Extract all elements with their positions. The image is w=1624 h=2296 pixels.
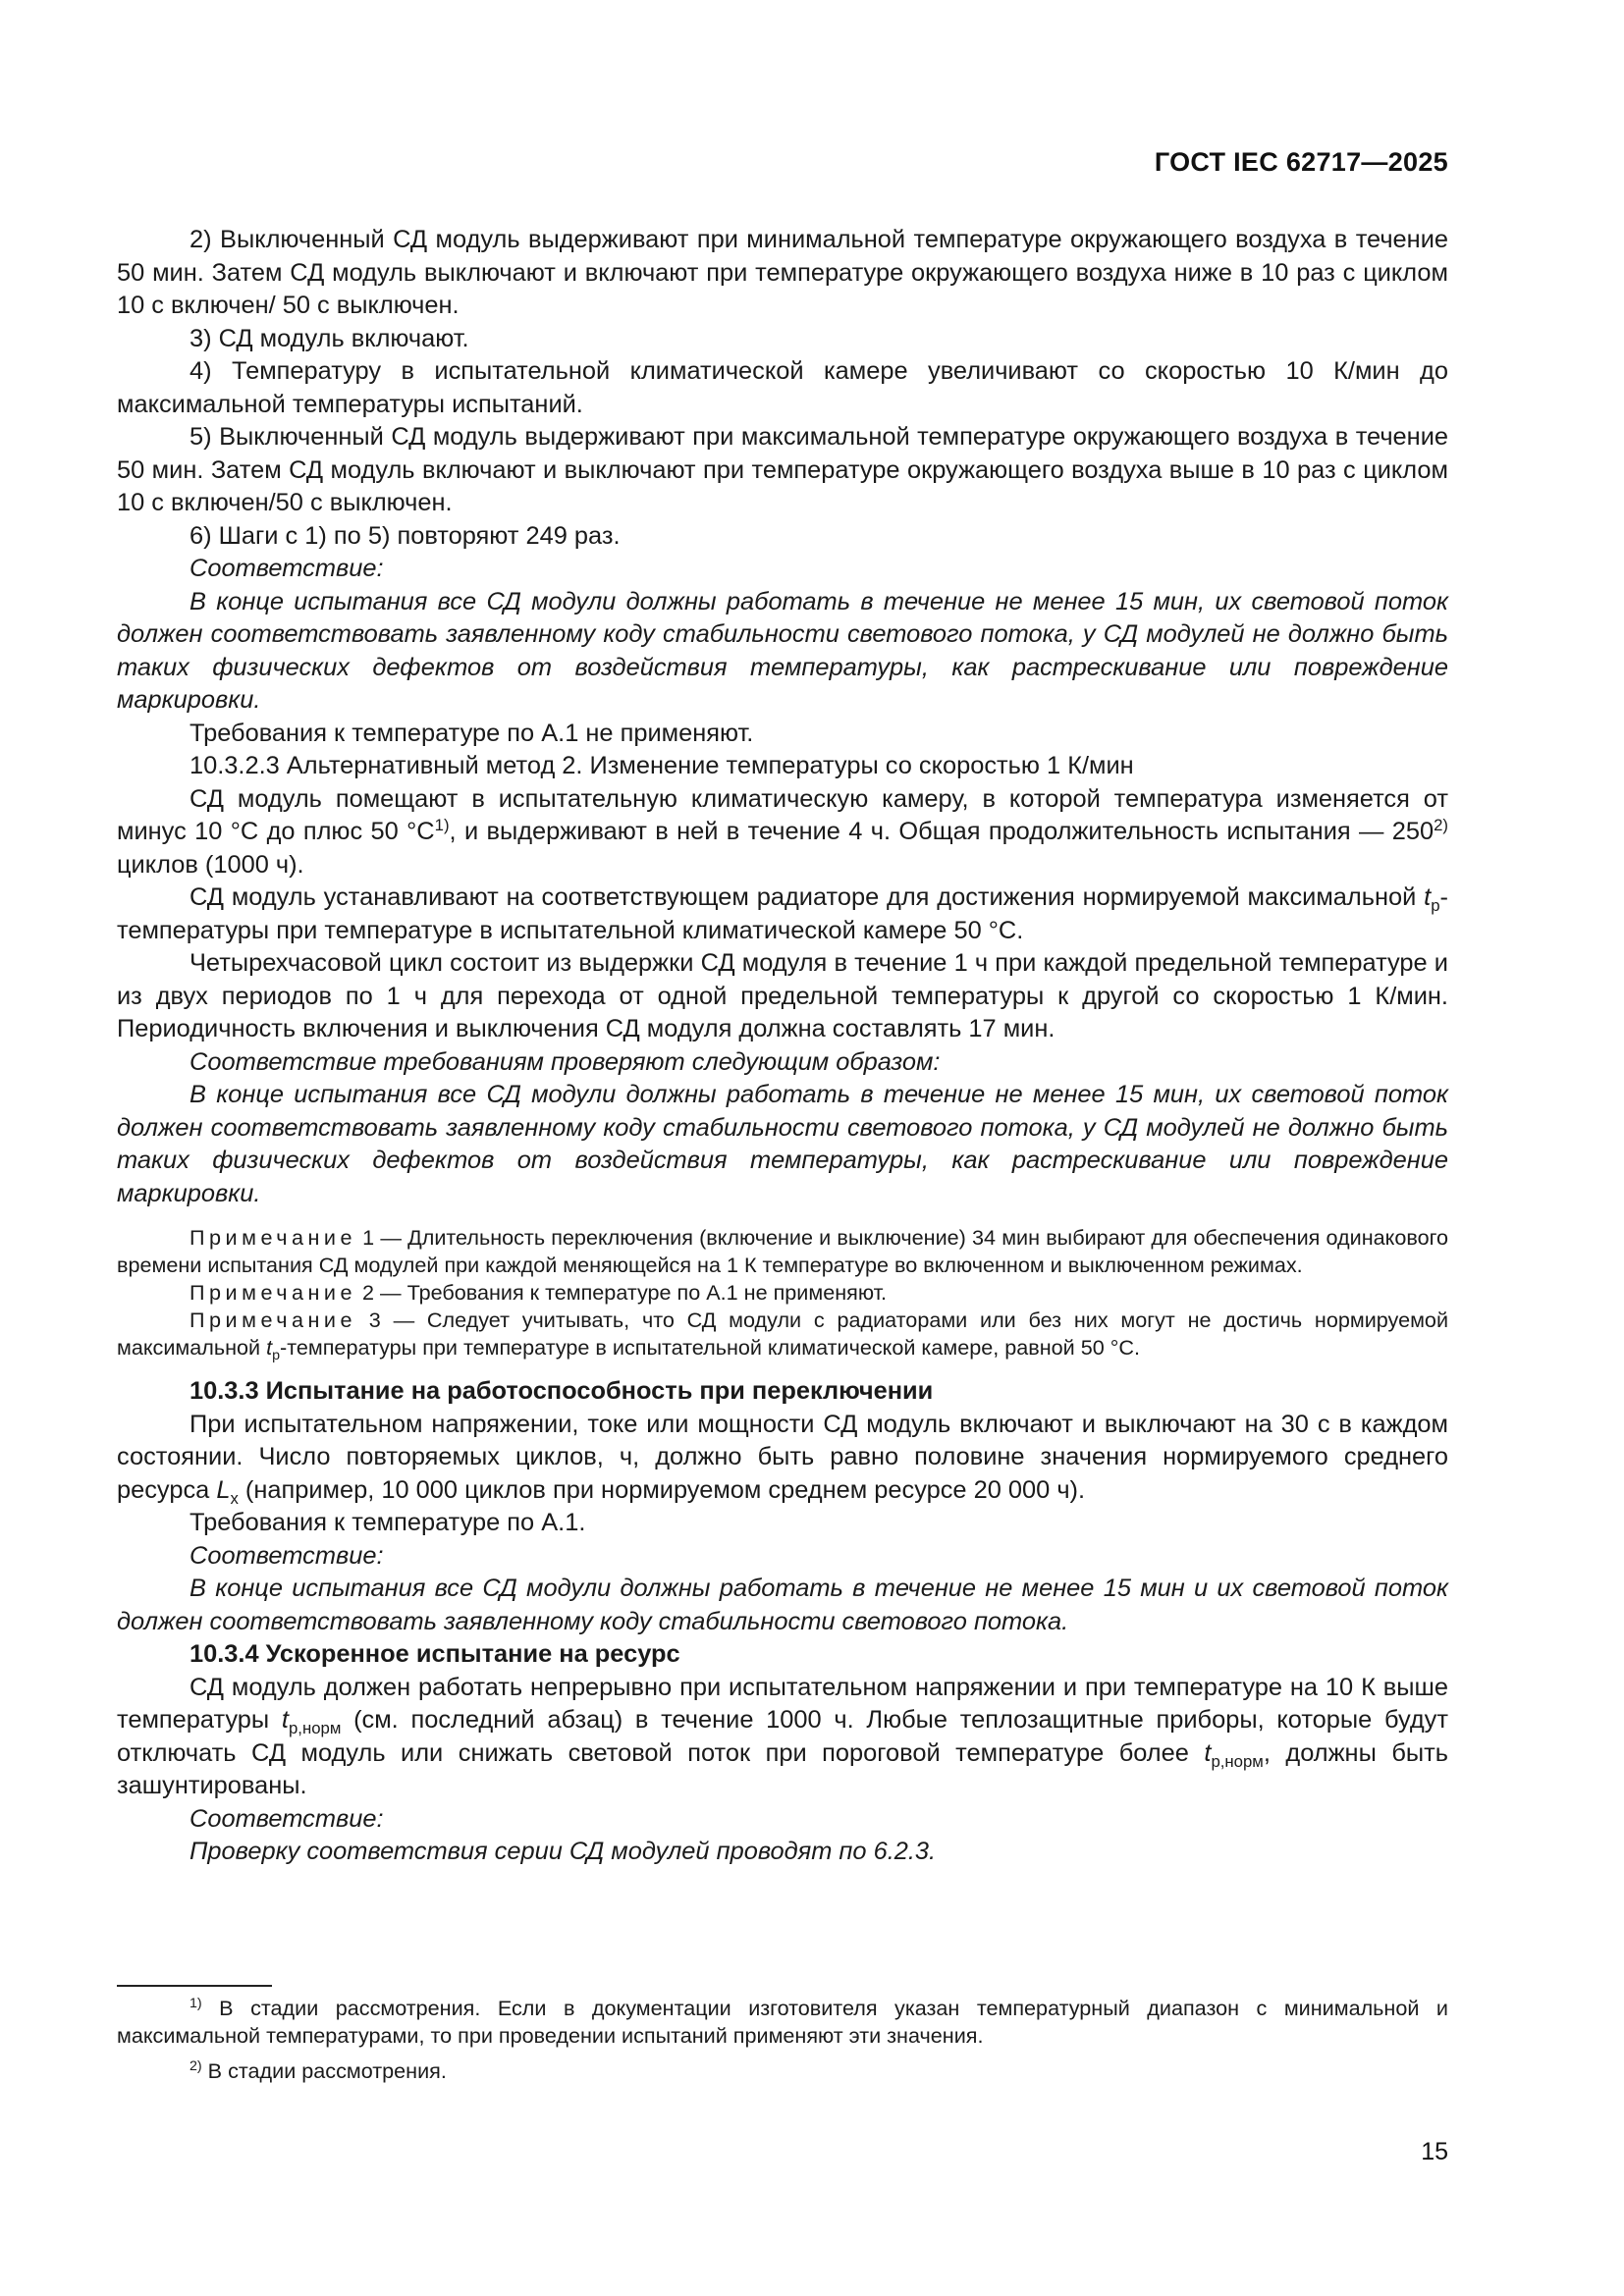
note-1: Примечание 1 — Длительность переключения (включение и выключение) 34 мин выбирают для обеспечения одинакового времени испытания СД модулей при каждой меняющейся на 1 К температуре во включенном и выключенном режимах. <box>117 1225 1448 1277</box>
temperature-requirement: Требования к температуре по А.1. <box>189 1509 586 1536</box>
note-3: Примечание 3 — Следует учитывать, что СД модули с радиаторами или без них могут не достичь нормируемой максимальной $t_p$-температуры при температуре в испытательной климатической камере, равной 50 °С. <box>117 1308 1449 1363</box>
footnotes <box>117 1995 1448 2093</box>
notes-block <box>117 1224 1448 1362</box>
compliance-text: В конце испытания все СД модули должны работать в течение не менее 15 мин, их световой поток должен соответствовать заявленному коду стабильности светового потока, у СД модулей не должно быть таких физических дефектов от воздействия температуры, как растрескивание или повреждение маркировки. <box>117 1081 1448 1207</box>
step-3: 3) СД модуль включают. <box>189 324 469 352</box>
compliance-label: Соответствие требованиям проверяют следующим образом: <box>189 1047 941 1076</box>
compliance-label: Соответствие: <box>189 1541 384 1570</box>
clause-10-3-2-3-paragraph-1: СД модуль помещают в испытательную климатическую камеру, в которой температура изменяется от минус 10 °С до плюс 50 $^\circ С^{1)}$, и выдерживают в ней в течение 4 ч. Общая продолжительность испытания — 250$^{2)}$ циклов (1000 ч). <box>117 784 1449 879</box>
clause-10-3-4-heading: 10.3.4 Ускоренное испытание на ресурс <box>189 1640 680 1668</box>
document-body <box>117 224 1448 1869</box>
page-number: 15 <box>1421 2138 1448 2165</box>
compliance-label: Соответствие: <box>189 1804 384 1833</box>
step-5: 5) Выключенный СД модуль выдерживают при максимальной температуре окружающего воздуха в течение 50 мин. Затем СД модуль включают и выключают при температуре окружающего воздуха выше в 10 раз с циклом 10 с включен/50 с выключен. <box>117 423 1448 516</box>
footnote-separator <box>117 1985 272 1987</box>
footnote-1: $^{1)}$ В стадии рассмотрения. Если в документации изготовителя указан температурный диапазон с минимальной и максимальной температурами, то при проведении испытаний применяют эти значения. <box>117 1996 1448 2048</box>
footnote-2: $^{2)}$ В стадии рассмотрения. <box>189 2058 447 2083</box>
compliance-label: Соответствие: <box>189 555 384 582</box>
clause-10-3-2-3-paragraph-3: Четырехчасовой цикл состоит из выдержки СД модуля в течение 1 ч при каждой предельной температуре и из двух периодов по 1 ч для перехода от одной предельной температуры к другой со скоростью 1 К/мин. Периодичность включения и выключения СД модуля должна составлять 17 мин. <box>117 949 1448 1042</box>
compliance-text: Проверку соответствия серии СД модулей проводят по 6.2.3. <box>189 1838 937 1865</box>
compliance-text: В конце испытания все СД модули должны работать в течение не менее 15 мин и их световой поток должен соответствовать заявленному коду стабильности светового потока. <box>117 1575 1448 1635</box>
clause-10-3-3-paragraph-1: При испытательном напряжении, токе или мощности СД модуль включают и выключают на 30 с в каждом состоянии. Число повторяемых циклов, ч, должно быть равно половине значения нормируемого среднего ресурса $L_x$ (например, 10 000 циклов при нормируемом среднем ресурсе 20 000 ч). <box>117 1410 1448 1508</box>
footnote-ref-1[interactable]: 1) <box>434 815 450 834</box>
step-2: 2) Выключенный СД модуль выдерживают при минимальной температуре окружающего воздуха в течение 50 мин. Затем СД модуль выключают и включают при температуре окружающего воздуха ниже в 10 раз с циклом 10 с включен/ 50 с выключен. <box>117 226 1448 319</box>
temperature-requirement: Требования к температуре по А.1 не применяют. <box>189 719 754 747</box>
document-code-header: ГОСТ IEC 62717—2025 <box>1154 147 1448 177</box>
step-4: 4) Температуру в испытательной климатической камере увеличивают со скоростью 10 К/мин до максимальной температуры испытаний. <box>117 357 1448 418</box>
clause-10-3-3-heading: 10.3.3 Испытание на работоспособность при переключении <box>189 1377 934 1405</box>
note-2: Примечание 2 — Требования к температуре по А.1 не применяют. <box>189 1280 888 1305</box>
clause-10-3-4-paragraph-1: СД модуль должен работать непрерывно при испытательном напряжении и при температуре на 10 К выше температуры $t_{p,норм}$ (см. последний абзац) в течение 1000 ч. Любые теплозащитные приборы, которые будут отключать СД модуль или снижать световой поток при пороговой температуре более $t_{p,норм}$, должны быть зашунтированы. <box>117 1673 1448 1799</box>
footnote-ref-2[interactable]: 2) <box>1434 815 1449 834</box>
clause-10-3-2-3-paragraph-2: СД модуль устанавливают на соответствующем радиаторе для достижения нормируемой максимальной $t_p$-температуры при температуре в испытательной климатической камере 50 °С. <box>117 883 1448 944</box>
step-6: 6) Шаги с 1) по 5) повторяют 249 раз. <box>189 521 621 550</box>
compliance-text: В конце испытания все СД модули должны работать в течение не менее 15 мин, их световой поток должен соответствовать заявленному коду стабильности светового потока, у СД модулей не должно быть таких физических дефектов от воздействия температуры, как растрескивание или повреждение маркировки. <box>117 587 1448 714</box>
clause-10-3-2-3-title: 10.3.2.3 Альтернативный метод 2. Изменение температуры со скоростью 1 К/мин <box>189 752 1134 779</box>
